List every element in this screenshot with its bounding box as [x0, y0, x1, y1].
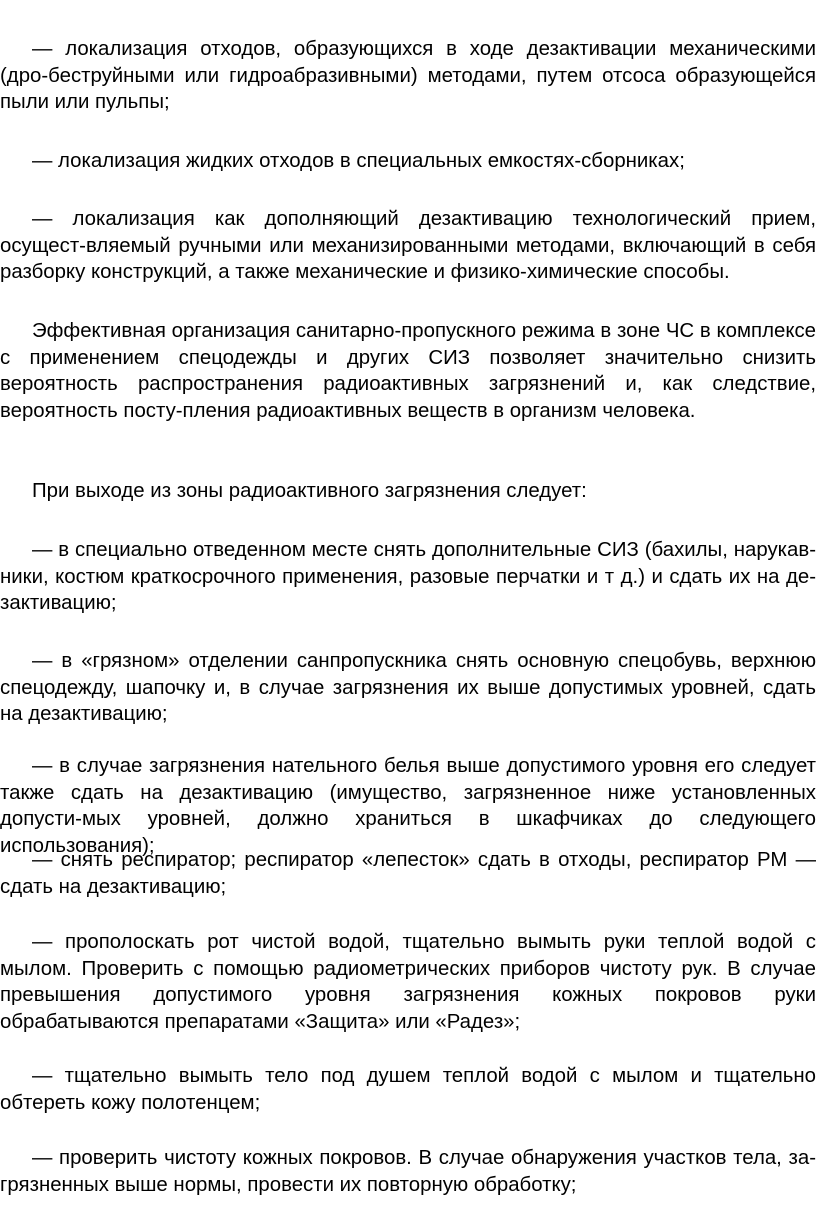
paragraph-sanitary-regime: Эффективная организация санитарно-пропускного режима в зоне ЧС в комплексе с применением спецодежды и других СИЗ позволяет значительно снизить вероятность распространения радиоактивных загрязнений и, как следствие, вероятность посту-пления радиоактивных веществ в организм человека.: [0, 320, 816, 422]
paragraph-localization-technique: — локализация как дополняющий дезактивацию технологический прием, осущест-вляемый ручными или механизированными методами, включающий в себя разборку конструкций, а также механические и физико-химические способы.: [0, 208, 816, 283]
paragraph-liquid-waste-localization: — локализация жидких отходов в специальных емкостях-сборниках;: [32, 150, 685, 172]
paragraph-underwear-decontamination: — в случае загрязнения нательного белья выше допустимого уровня его следует также сдать на дезактивацию (имущество, загрязненное ниже установленных допусти-мых уровней, должно храниться в шкафчиках до следующего использования);: [0, 755, 816, 857]
paragraph-rinse-and-wash-hands: — прополоскать рот чистой водой, тщательно вымыть руки теплой водой с мылом. Проверить с помощью радиометрических приборов чистоту рук. В случае превышения допустимого уровня загрязнения кожных покровов руки обрабатываются препаратами «Защита» или «Радез»;: [0, 931, 816, 1033]
paragraph-remove-respirator: — снять респиратор; респиратор «лепесток» сдать в отходы, респиратор РМ — сдать на дезактивацию;: [0, 849, 816, 898]
paragraph-waste-localization-mechanical: — локализация отходов, образующихся в ходе дезактивации механическими (дро-беструйными или гидроабразивными) методами, путем отсоса образующейся пыли или пульпы;: [0, 38, 816, 113]
paragraph-shower: — тщательно вымыть тело под душем теплой водой с мылом и тщательно обтереть кожу полотенцем;: [0, 1065, 816, 1114]
paragraph-remove-additional-ppe: — в специально отведенном месте снять дополнительные СИЗ (бахилы, нарукав-ники, костюм краткосрочного применения, разовые перчатки и т д.) и сдать их на де-зактивацию;: [0, 539, 816, 614]
paragraph-check-skin: — проверить чистоту кожных покровов. В случае обнаружения участков тела, за-грязненных выше нормы, провести их повторную обработку;: [0, 1147, 816, 1196]
paragraph-exit-procedure-intro: При выходе из зоны радиоактивного загрязнения следует:: [32, 480, 587, 502]
paragraph-remove-main-workwear: — в «грязном» отделении санпропускника снять основную спецобувь, верхнюю спецодежду, шапочку и, в случае загрязнения их выше допустимых уровней, сдать на дезактивацию;: [0, 650, 816, 725]
